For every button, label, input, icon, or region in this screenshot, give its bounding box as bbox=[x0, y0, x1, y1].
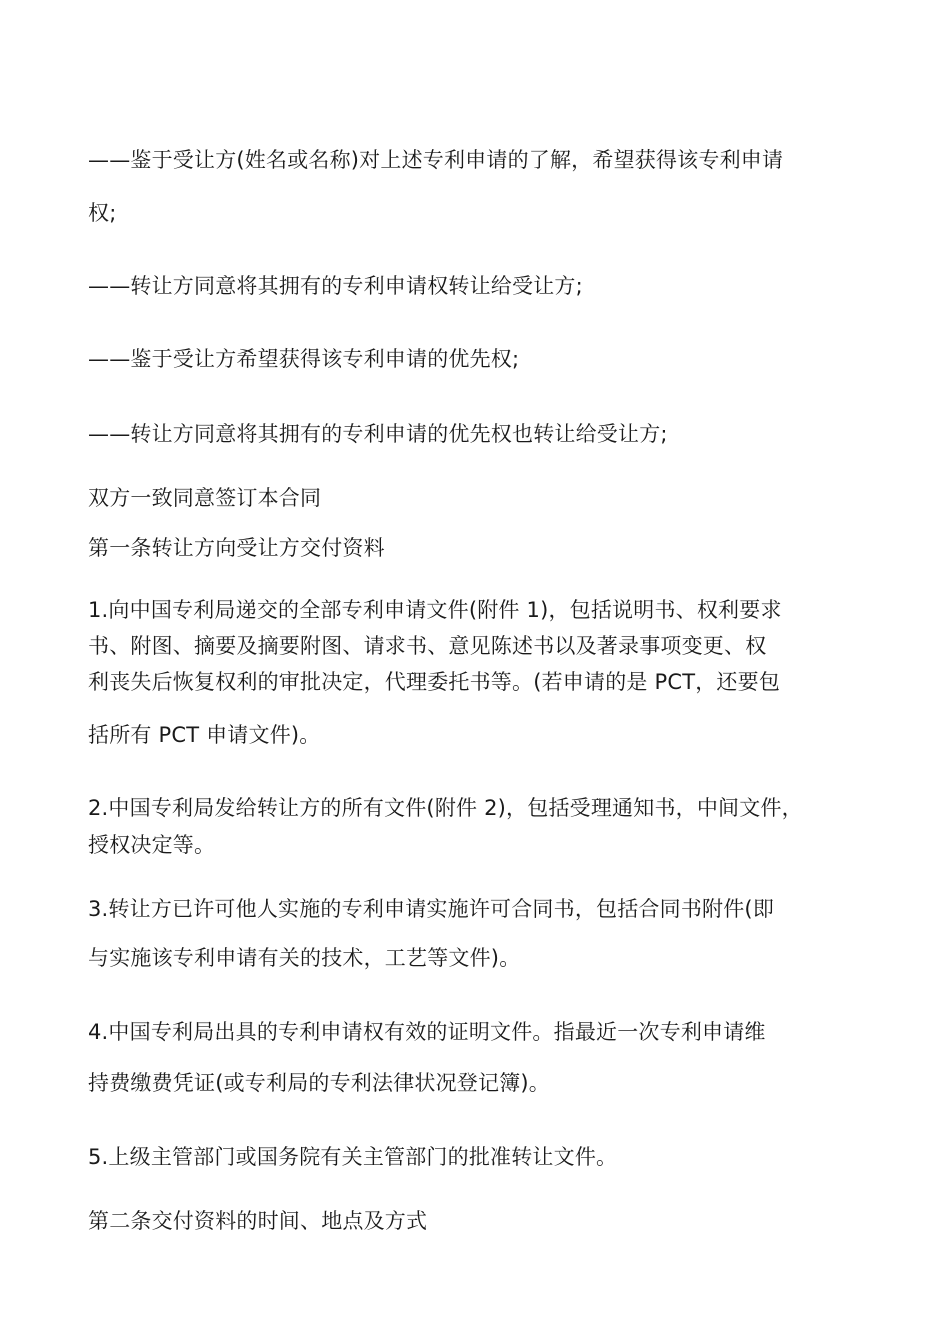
recital-line-4: ——转让方同意将其拥有的专利申请的优先权也转让给受让方; bbox=[88, 422, 668, 446]
recital-line-1: ——鉴于受让方(姓名或名称)对上述专利申请的了解，希望获得该专利申请 bbox=[88, 148, 784, 172]
recital-line-2: ——转让方同意将其拥有的专利申请权转让给受让方; bbox=[88, 274, 583, 298]
article-2-heading: 第二条交付资料的时间、地点及方式 bbox=[88, 1209, 428, 1233]
item-4-line-1: 4.中国专利局出具的专利申请权有效的证明文件。指最近一次专利申请维 bbox=[88, 1020, 766, 1044]
item-3-line-2: 与实施该专利申请有关的技术，工艺等文件)。 bbox=[88, 946, 521, 970]
item-4-line-2: 持费缴费凭证(或专利局的专利法律状况登记簿)。 bbox=[88, 1071, 550, 1095]
item-3-line-1: 3.转让方已许可他人实施的专利申请实施许可合同书，包括合同书附件(即 bbox=[88, 897, 775, 921]
item-1-line-4: 括所有 PCT 申请文件)。 bbox=[88, 723, 321, 747]
item-1-line-3: 利丧失后恢复权利的审批决定，代理委托书等。(若申请的是 PCT，还要包 bbox=[88, 670, 781, 694]
item-1-line-2: 书、附图、摘要及摘要附图、请求书、意见陈述书以及著录事项变更、权 bbox=[88, 634, 767, 658]
item-2-line-1: 2.中国专利局发给转让方的所有文件(附件 2)，包括受理通知书，中间文件， bbox=[88, 796, 803, 820]
recital-line-1-continued: 权; bbox=[88, 201, 117, 225]
item-1-line-1: 1.向中国专利局递交的全部专利申请文件(附件 1)，包括说明书、权利要求 bbox=[88, 598, 782, 622]
article-1-heading: 第一条转让方向受让方交付资料 bbox=[88, 536, 385, 560]
recital-line-3: ——鉴于受让方希望获得该专利申请的优先权; bbox=[88, 347, 520, 371]
item-5-line-1: 5.上级主管部门或国务院有关主管部门的批准转让文件。 bbox=[88, 1145, 618, 1169]
item-2-line-2: 授权决定等。 bbox=[88, 833, 216, 857]
agreement-statement: 双方一致同意签订本合同 bbox=[88, 486, 322, 510]
